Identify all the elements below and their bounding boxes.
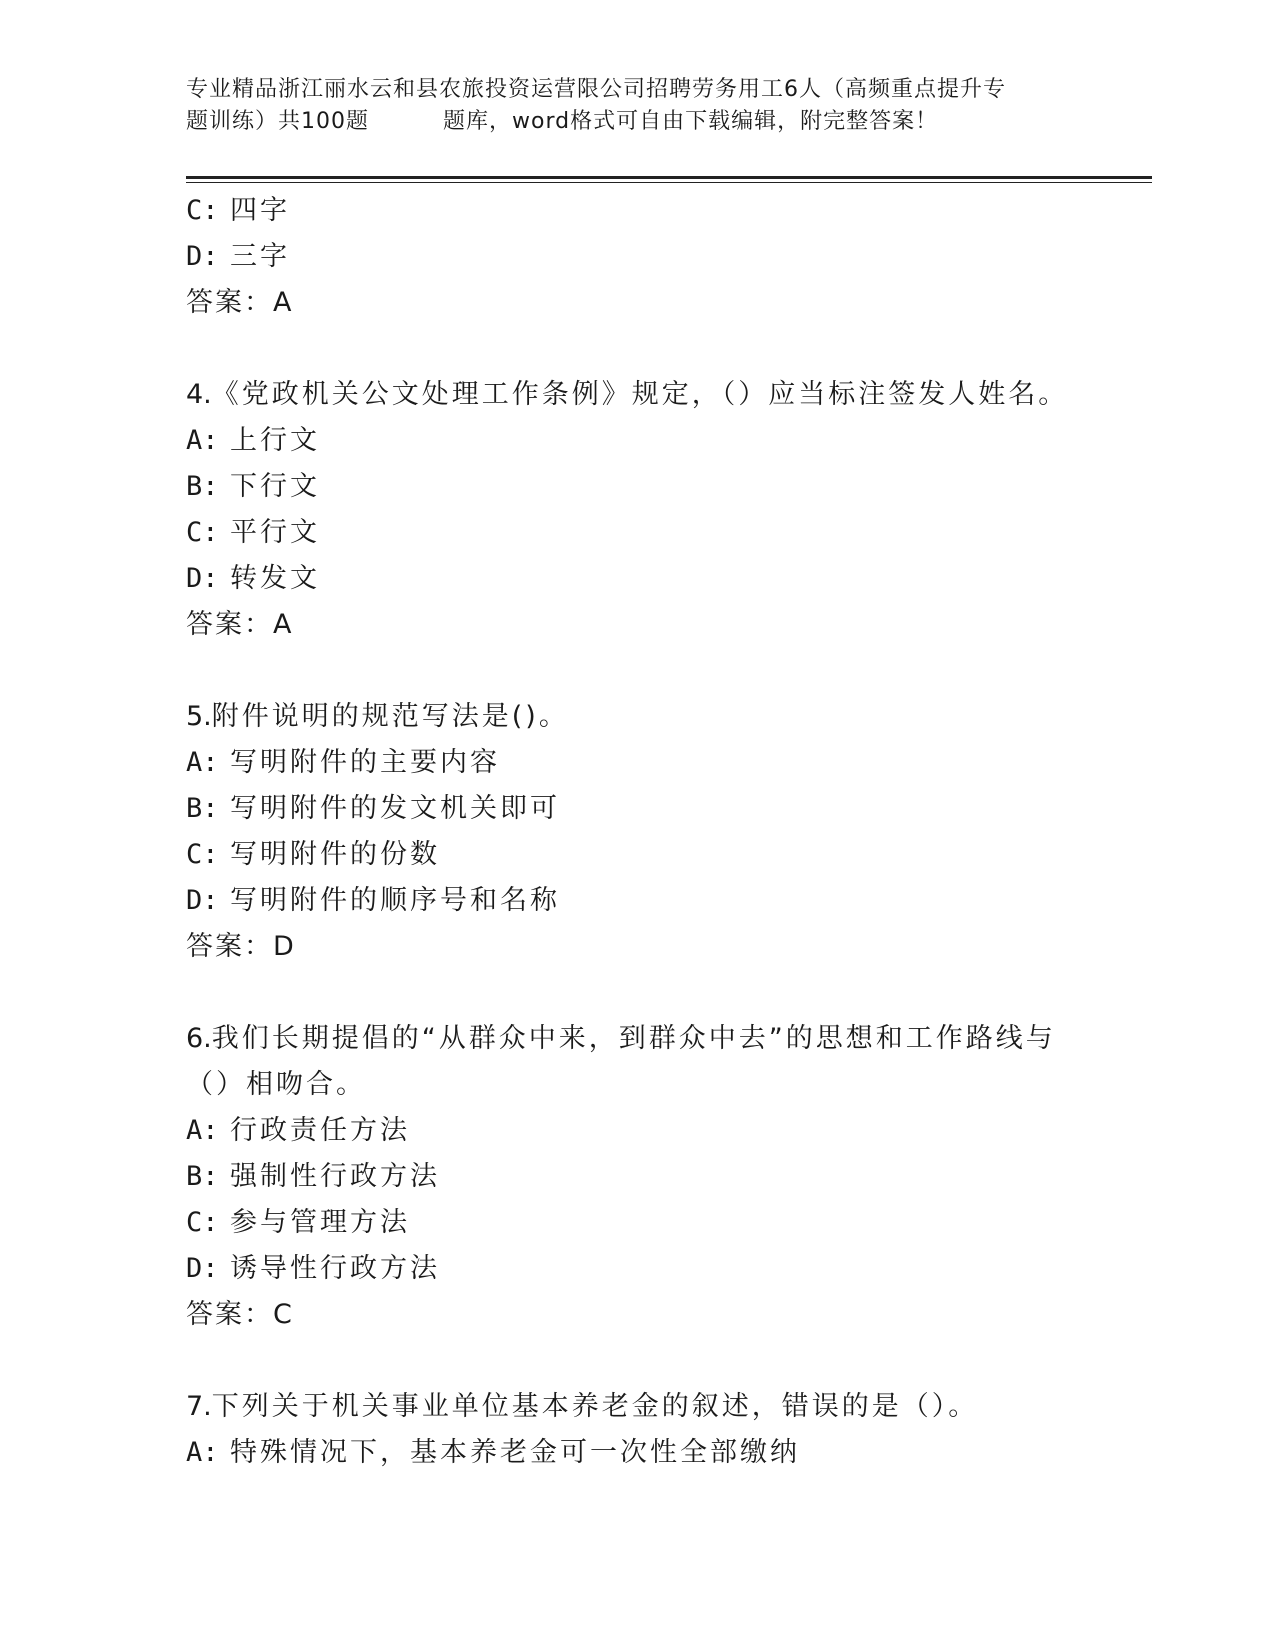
option-b <box>186 1154 1146 1200</box>
option-letter: B: <box>186 471 219 502</box>
answer-line: 答案：D <box>186 931 296 962</box>
question-text: 《党政机关公文处理工作条例》规定，（）应当标注签发人姓名。 <box>211 379 1069 410</box>
option-text: 写明附件的顺序号和名称 <box>230 885 560 916</box>
question-3-tail <box>186 188 1146 326</box>
option-a <box>186 418 1146 464</box>
question-text: 下列关于机关事业单位基本养老金的叙述，错误的是（）。 <box>211 1391 979 1422</box>
option-text: 参与管理方法 <box>230 1207 410 1238</box>
question-stem <box>186 694 1146 740</box>
question-text: 附件说明的规范写法是()。 <box>211 701 569 732</box>
option-letter: C: <box>186 839 219 870</box>
header-line-2 <box>186 106 1086 138</box>
option-d <box>186 234 1146 280</box>
question-6 <box>186 1016 1146 1338</box>
option-letter: C: <box>186 195 219 226</box>
question-4 <box>186 372 1146 648</box>
option-letter: C: <box>186 517 219 548</box>
option-a <box>186 1108 1146 1154</box>
option-text: 写明附件的份数 <box>230 839 440 870</box>
question-stem-continued: （）相吻合。 <box>186 1069 366 1100</box>
option-d <box>186 878 1146 924</box>
question-number: 5. <box>186 701 212 732</box>
option-letter: A: <box>186 425 219 456</box>
option-letter: B: <box>186 1161 219 1192</box>
option-text: 写明附件的主要内容 <box>230 747 500 778</box>
question-number: 4. <box>186 379 212 410</box>
option-letter: D: <box>186 563 219 594</box>
question-number: 6. <box>186 1023 212 1054</box>
option-text: 诱导性行政方法 <box>230 1253 440 1284</box>
option-c <box>186 510 1146 556</box>
option-letter: D: <box>186 1253 219 1284</box>
option-letter: A: <box>186 747 219 778</box>
option-text: 平行文 <box>230 517 320 548</box>
question-7 <box>186 1384 1146 1476</box>
answer-line: 答案：A <box>186 609 294 640</box>
question-5 <box>186 694 1146 970</box>
question-text: 我们长期提倡的“从群众中来，到群众中去”的思想和工作路线与 <box>211 1023 1056 1054</box>
header-divider-thin <box>186 182 1152 183</box>
option-d <box>186 556 1146 602</box>
option-text: 特殊情况下，基本养老金可一次性全部缴纳 <box>230 1437 800 1468</box>
option-c <box>186 832 1146 878</box>
option-text: 三字 <box>230 241 290 272</box>
option-b <box>186 786 1146 832</box>
option-text: 四字 <box>230 195 290 226</box>
option-c <box>186 188 1146 234</box>
question-list <box>186 188 1146 1476</box>
option-letter: D: <box>186 241 219 272</box>
option-d <box>186 1246 1146 1292</box>
option-letter: A: <box>186 1437 219 1468</box>
option-letter: B: <box>186 793 219 824</box>
option-letter: C: <box>186 1207 219 1238</box>
header-line-2-right: 题库，word格式可自由下载编辑，附完整答案！ <box>443 109 939 134</box>
answer-line: 答案：A <box>186 287 294 318</box>
question-stem <box>186 1384 1146 1430</box>
option-text: 强制性行政方法 <box>230 1161 440 1192</box>
option-letter: A: <box>186 1115 219 1146</box>
option-text: 下行文 <box>230 471 320 502</box>
option-text: 写明附件的发文机关即可 <box>230 793 560 824</box>
option-c <box>186 1200 1146 1246</box>
option-b <box>186 464 1146 510</box>
option-text: 上行文 <box>230 425 320 456</box>
header-divider-thick <box>186 176 1152 179</box>
question-number: 7. <box>186 1391 212 1422</box>
option-letter: D: <box>186 885 219 916</box>
option-a <box>186 740 1146 786</box>
header-line-2-left: 题训练）共100题 <box>186 109 369 134</box>
option-text: 转发文 <box>230 563 320 594</box>
option-a <box>186 1430 1146 1476</box>
header-line-1: 专业精品浙江丽水云和县农旅投资运营限公司招聘劳务用工6人（高频重点提升专 <box>186 77 1006 102</box>
answer-line: 答案：C <box>186 1299 294 1330</box>
question-stem <box>186 1016 1146 1062</box>
option-text: 行政责任方法 <box>230 1115 410 1146</box>
question-stem <box>186 372 1146 418</box>
document-header <box>186 74 1086 138</box>
